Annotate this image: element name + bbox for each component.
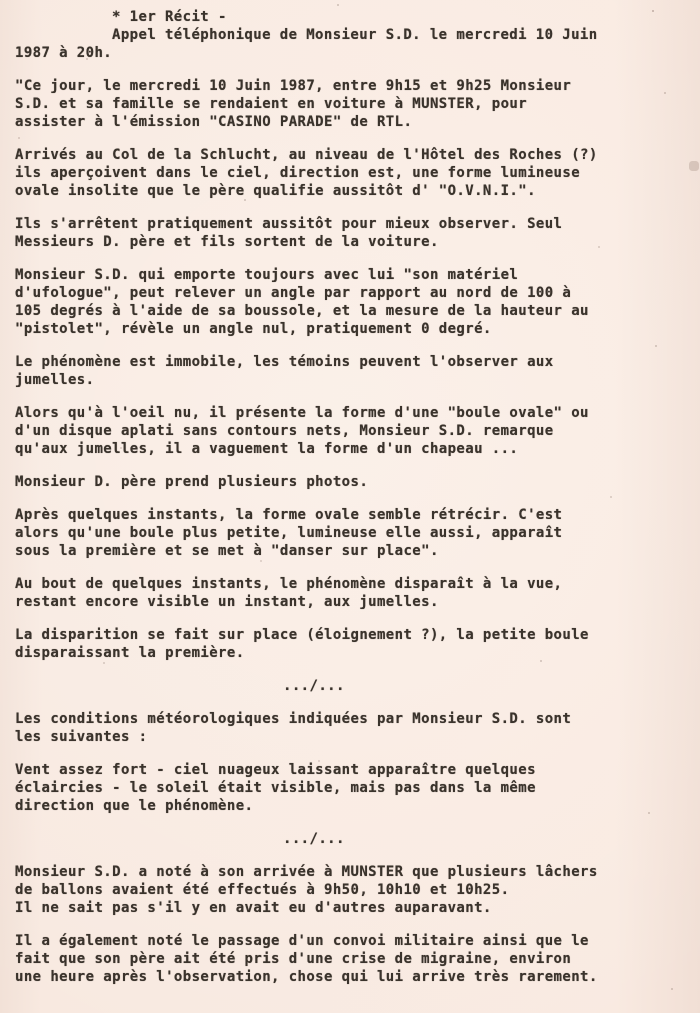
text-line: ils aperçoivent dans le ciel, direction est, une forme lumineuse <box>15 165 581 181</box>
paragraph <box>15 266 692 338</box>
text-line: S.D. et sa famille se rendaient en voiture à MUNSTER, pour <box>15 96 528 112</box>
paragraph <box>15 77 692 131</box>
paragraph <box>15 353 692 389</box>
text-line: disparaissant la première. <box>15 645 245 661</box>
text-line: Le phénomène est immobile, les témoins peuvent l'observer aux <box>15 354 554 370</box>
text-line: "Ce jour, le mercredi 10 Juin 1987, entre 9h15 et 9h25 Monsieur <box>15 78 572 94</box>
text-line: Ils s'arrêtent pratiquement aussitôt pour mieux observer. Seul <box>15 216 563 232</box>
text-line: assister à l'émission "CASINO PARADE" de RTL. <box>15 114 413 130</box>
paragraph <box>15 8 692 62</box>
text-line: * 1er Récit - <box>112 9 227 25</box>
text-line: sous la première et se met à "danser sur place". <box>15 543 439 559</box>
text-line: Appel téléphonique de Monsieur S.D. le mercredi 10 Juin <box>112 27 598 43</box>
paragraph <box>15 863 692 917</box>
text-line: d'ufologue", peut relever un angle par rapport au nord de 100 à <box>15 285 572 301</box>
text-line: jumelles. <box>15 372 95 388</box>
section-separator: .../... <box>283 678 345 694</box>
paragraph <box>15 473 692 491</box>
text-line: éclaircies - le soleil était visible, mais pas dans la même <box>15 780 536 796</box>
paragraph <box>15 146 692 200</box>
text-line: "pistolet", révèle un angle nul, pratiquement 0 degré. <box>15 321 492 337</box>
text-line: alors qu'une boule plus petite, lumineuse elle aussi, apparaît <box>15 525 563 541</box>
text-line: Les conditions météorologiques indiquées par Monsieur S.D. sont <box>15 711 572 727</box>
text-line: Arrivés au Col de la Schlucht, au niveau de l'Hôtel des Roches (?) <box>15 147 598 163</box>
text-line: restant encore visible un instant, aux jumelles. <box>15 594 439 610</box>
text-line: Après quelques instants, la forme ovale semble rétrécir. C'est <box>15 507 563 523</box>
text-line: Alors qu'à l'oeil nu, il présente la forme d'une "boule ovale" ou <box>15 405 589 421</box>
text-line: Monsieur S.D. qui emporte toujours avec lui "son matériel <box>15 267 519 283</box>
text-line: Messieurs D. père et fils sortent de la voiture. <box>15 234 439 250</box>
text-line: fait que son père ait été pris d'une crise de migraine, environ <box>15 951 572 967</box>
text-line: Il a également noté le passage d'un convoi militaire ainsi que le <box>15 933 589 949</box>
text-line: une heure après l'observation, chose qui lui arrive très rarement. <box>15 969 598 985</box>
paragraph <box>15 506 692 560</box>
text-line: La disparition se fait sur place (éloignement ?), la petite boule <box>15 627 589 643</box>
text-line: Au bout de quelques instants, le phénomène disparaît à la vue, <box>15 576 563 592</box>
paragraph <box>15 404 692 458</box>
text-line: direction que le phénomène. <box>15 798 254 814</box>
text-line: 1987 à 20h. <box>15 45 113 61</box>
text-line: 105 degrés à l'aide de sa boussole, et la mesure de la hauteur au <box>15 303 589 319</box>
text-line: Monsieur D. père prend plusieurs photos. <box>15 474 369 490</box>
text-line: les suivantes : <box>15 729 148 745</box>
text-line: Il ne sait pas s'il y en avait eu d'autres auparavant. <box>15 900 492 916</box>
text-line: d'un disque aplati sans contours nets, Monsieur S.D. remarque <box>15 423 554 439</box>
paragraph <box>15 710 692 746</box>
text-line: Vent assez fort - ciel nuageux laissant apparaître quelques <box>15 762 536 778</box>
paragraph <box>15 575 692 611</box>
section-separator: .../... <box>283 831 345 847</box>
paragraph <box>15 932 692 986</box>
text-line: ovale insolite que le père qualifie aussitôt d' "O.V.N.I.". <box>15 183 536 199</box>
paragraph <box>15 761 692 815</box>
text-line: qu'aux jumelles, il a vaguement la forme d'un chapeau ... <box>15 441 519 457</box>
paragraph <box>15 215 692 251</box>
text-line: de ballons avaient été effectués à 9h50, 10h10 et 10h25. <box>15 882 510 898</box>
text-line: Monsieur S.D. a noté à son arrivée à MUNSTER que plusieurs lâchers <box>15 864 598 880</box>
paragraph <box>15 626 692 662</box>
